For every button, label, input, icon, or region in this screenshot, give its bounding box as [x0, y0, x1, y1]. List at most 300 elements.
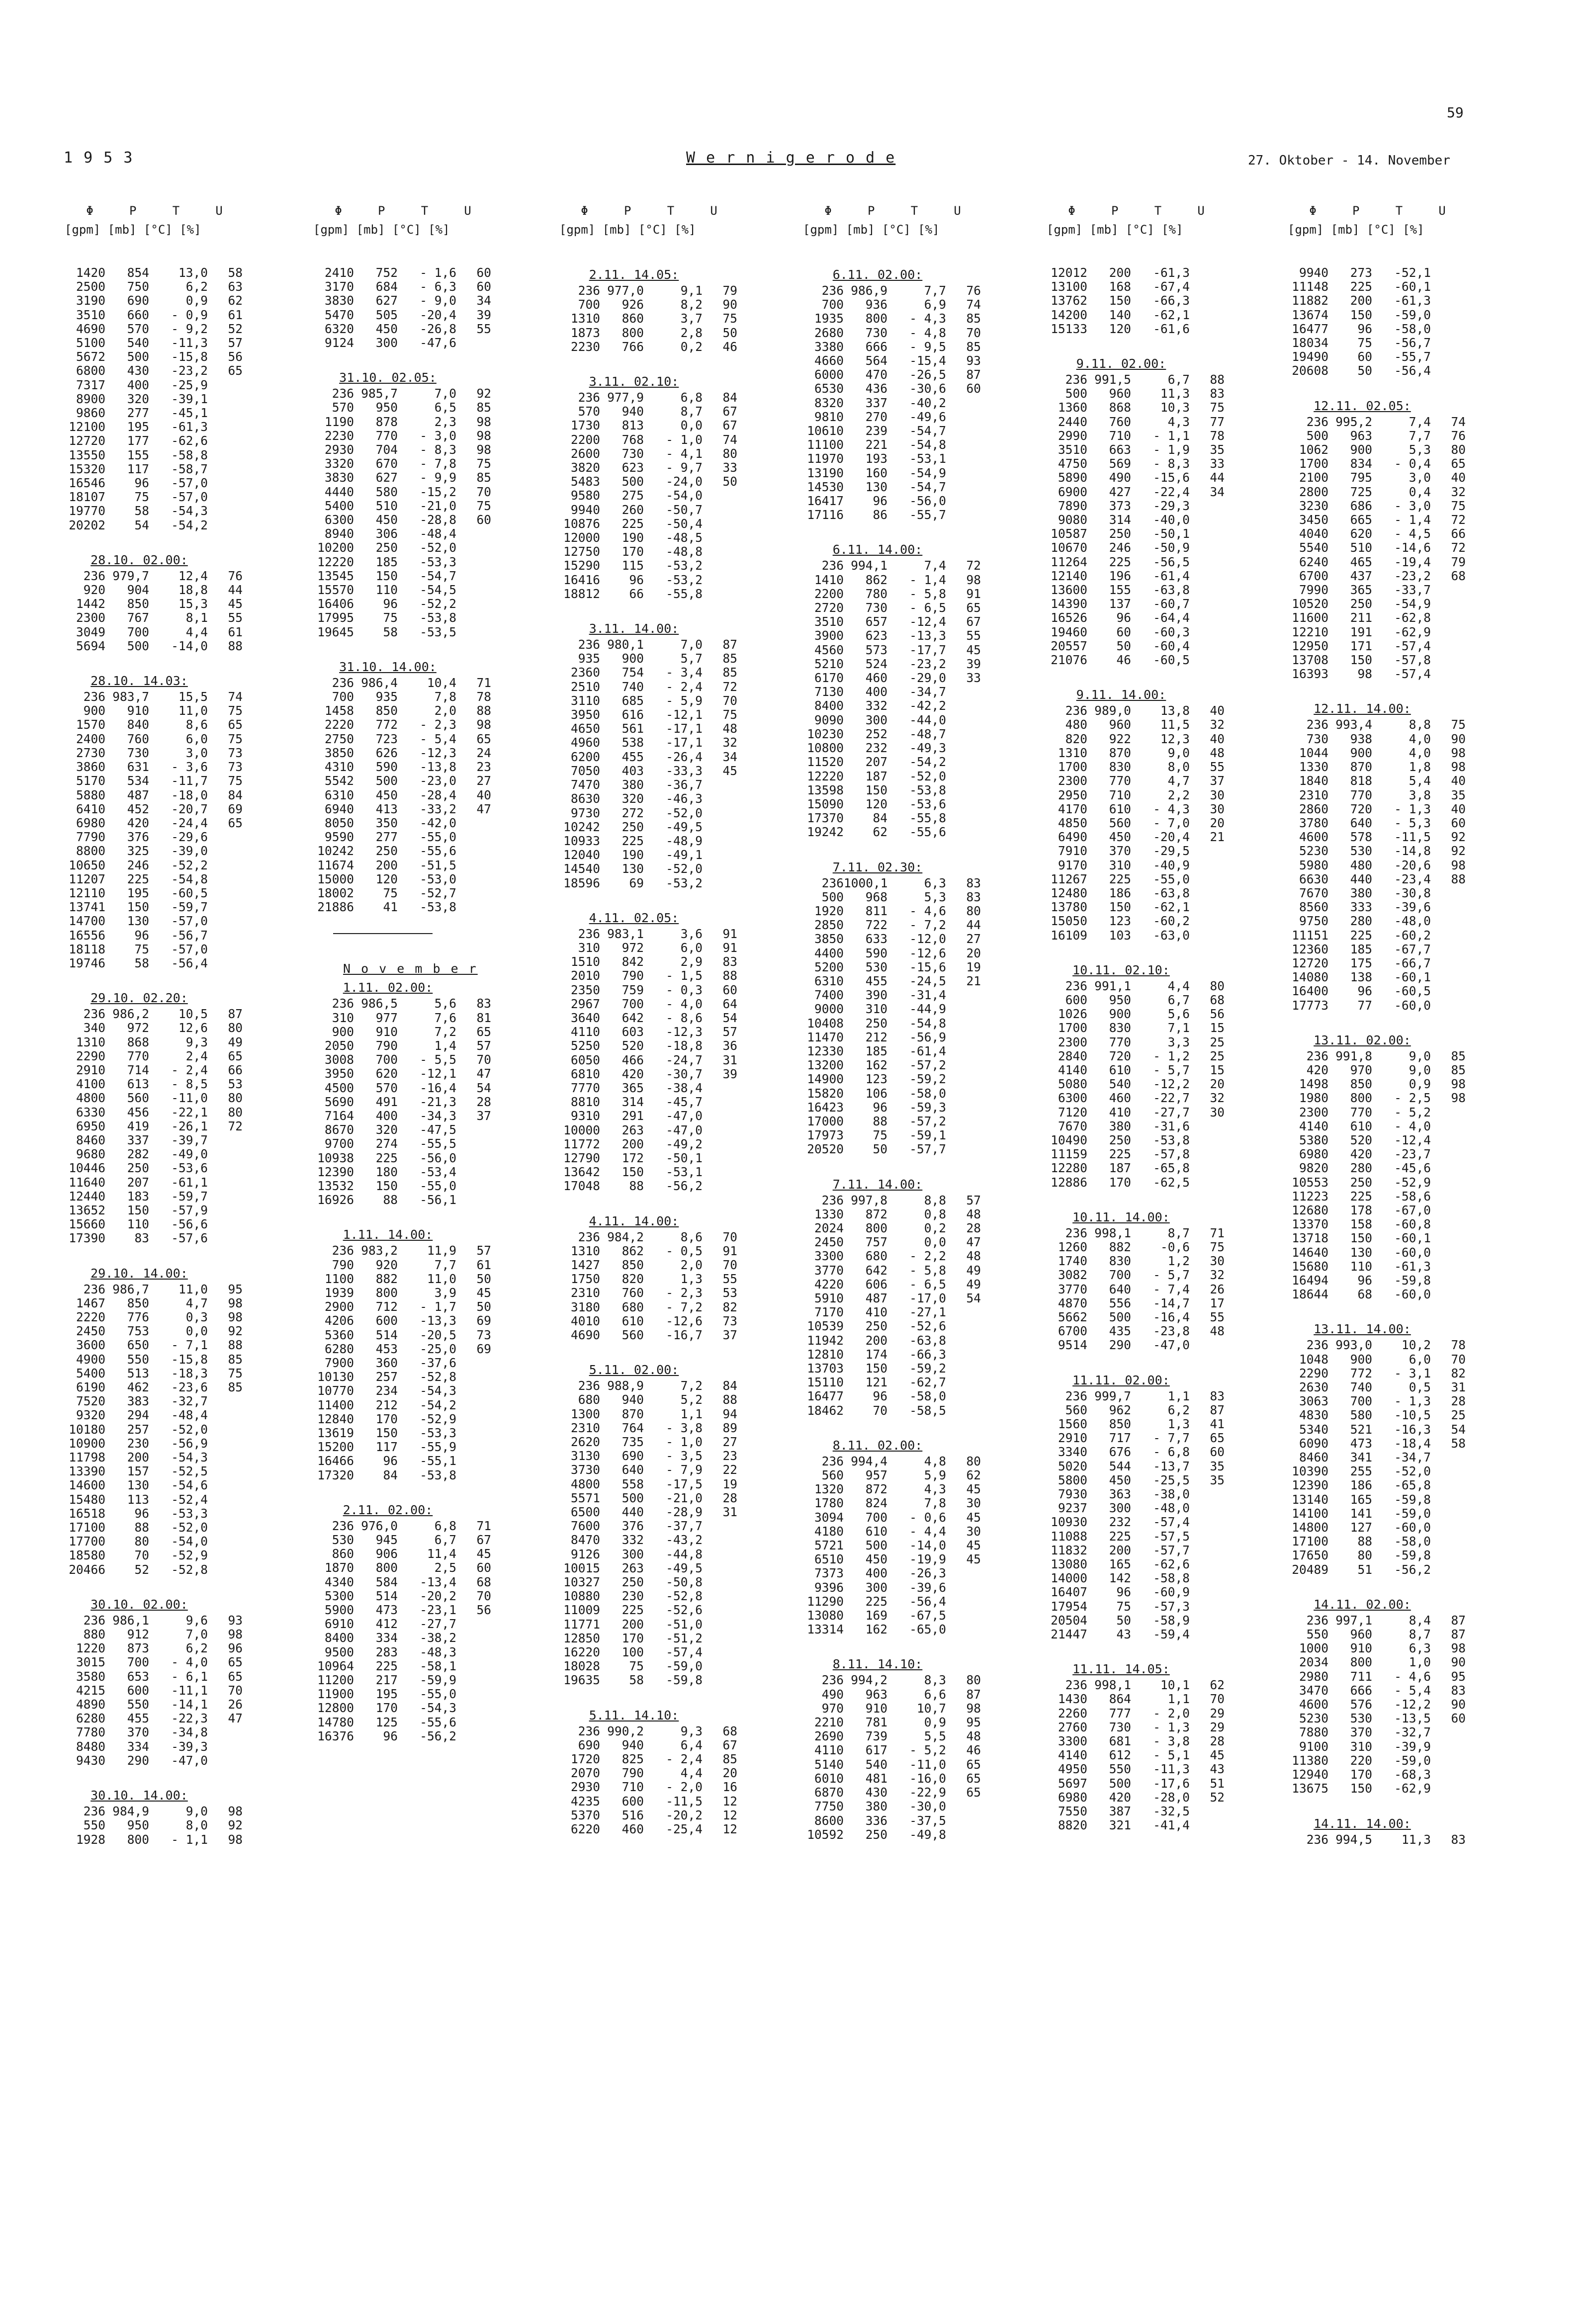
humidity-cell: 89	[722, 1420, 737, 1435]
table-row	[803, 1552, 1042, 1566]
humidity-cell: 72	[722, 679, 737, 694]
humidity-cell: 37	[722, 1328, 737, 1342]
pressure-cell: 130	[621, 861, 644, 876]
temperature-cell: -62,9	[1394, 624, 1431, 639]
table-row	[313, 997, 552, 1011]
temperature-cell: -58,7	[171, 461, 208, 476]
geopotential-cell: 1410	[814, 572, 844, 587]
temperature-cell: -56,2	[420, 1728, 456, 1743]
humidity-cell: 25	[1451, 1408, 1466, 1423]
pressure-cell: 977,0	[607, 283, 644, 298]
humidity-cell: 40	[1451, 774, 1466, 788]
pressure-cell: 830	[1109, 760, 1131, 775]
pressure-cell: 207	[127, 1175, 149, 1190]
table-row	[65, 625, 303, 639]
table-row	[1047, 308, 1285, 322]
temperature-cell: 7,8	[434, 689, 456, 704]
temperature-cell: 6,7	[434, 1533, 456, 1548]
table-row	[313, 1575, 552, 1589]
table-row	[1047, 1268, 1285, 1282]
temperature-cell: 12,3	[1160, 731, 1190, 746]
humidity-cell	[946, 1623, 981, 1636]
geopotential-cell: 10933	[563, 833, 600, 848]
pressure-cell: 989,0	[1094, 703, 1131, 718]
geopotential-cell: 2200	[570, 432, 600, 447]
humidity-cell	[208, 1725, 243, 1739]
humidity-cell	[946, 727, 981, 741]
geopotential-cell: 12000	[563, 530, 600, 545]
geopotential-cell: 6950	[76, 1119, 105, 1133]
pressure-cell: 60	[1357, 349, 1372, 364]
table-row	[559, 1286, 798, 1300]
temperature-cell: -18,8	[666, 1038, 703, 1053]
geopotential-cell: 236	[83, 1282, 105, 1296]
temperature-cell: -57,8	[1153, 1147, 1190, 1162]
table-row	[1047, 597, 1285, 611]
sounding-block	[65, 1787, 303, 1847]
pressure-cell: 300	[621, 1547, 644, 1561]
temperature-cell: -53,3	[420, 1426, 456, 1441]
temperature-cell: - 2,2	[909, 1249, 946, 1264]
pressure-cell: 250	[127, 1161, 149, 1176]
humidity-cell	[1431, 625, 1466, 639]
temperature-cell: - 4,3	[909, 311, 946, 326]
sounding-time-label: 1.11. 14.00:	[343, 1227, 433, 1242]
humidity-cell: 85	[228, 1352, 243, 1367]
table-row	[1047, 1077, 1285, 1091]
table-row	[803, 1101, 1042, 1115]
geopotential-cell: 2440	[1057, 414, 1087, 429]
pressure-cell: 420	[621, 1066, 644, 1081]
table-row	[1288, 1628, 1526, 1641]
geopotential-cell: 13080	[1051, 1557, 1087, 1572]
geopotential-cell: 6330	[76, 1105, 105, 1119]
temperature-cell: 12,6	[178, 1021, 208, 1035]
geopotential-cell: 8820	[1057, 1818, 1087, 1833]
humidity-cell	[208, 1231, 243, 1245]
geopotential-cell: 18462	[807, 1403, 844, 1418]
table-row	[65, 690, 303, 704]
humidity-cell: 19	[966, 959, 981, 974]
pressure-cell: 578	[1350, 830, 1372, 845]
pressure-cell: 383	[127, 1394, 149, 1409]
geopotential-cell: 2720	[814, 601, 844, 615]
sounding-block	[803, 1437, 1042, 1637]
pressure-cell: 968	[865, 889, 887, 904]
pressure-cell: 96	[873, 494, 887, 509]
table-row	[803, 1376, 1042, 1389]
humidity-cell: 75	[228, 703, 243, 718]
pressure-cell: 739	[865, 1729, 887, 1744]
geopotential-cell: 17995	[317, 610, 354, 625]
table-row	[1047, 1063, 1285, 1077]
humidity-cell	[946, 1058, 981, 1072]
temperature-cell: -12,2	[1153, 1077, 1190, 1092]
humidity-cell: 70	[476, 484, 491, 499]
pressure-cell: 274	[375, 1136, 398, 1151]
temperature-cell: -20,5	[420, 1327, 456, 1342]
table-row	[803, 382, 1042, 396]
pressure-cell: 711	[1350, 1669, 1372, 1684]
table-row	[1288, 1740, 1526, 1754]
table-row	[803, 918, 1042, 932]
table-row	[559, 391, 798, 405]
temperature-cell: -17,1	[666, 721, 703, 736]
temperature-cell: 3,9	[434, 1285, 456, 1300]
temperature-cell: -53,0	[420, 871, 456, 886]
pressure-cell: 800	[375, 1560, 398, 1575]
geopotential-cell: 19490	[1292, 349, 1328, 364]
geopotential-cell: 3180	[570, 1299, 600, 1314]
humidity-cell	[1431, 1451, 1466, 1464]
humidity-cell: 60	[476, 265, 491, 280]
table-row	[803, 988, 1042, 1002]
geopotential-cell: 13675	[1292, 1781, 1328, 1796]
temperature-cell: -66,3	[909, 1347, 946, 1362]
table-row	[313, 583, 552, 597]
humidity-cell	[1190, 1600, 1225, 1614]
geopotential-cell: 236	[1306, 1832, 1328, 1847]
sounding-time-label: 31.10. 02.05:	[339, 370, 437, 385]
pressure-cell: 150	[865, 782, 887, 797]
table-row	[1288, 555, 1526, 569]
sounding-time-label: 6.11. 02.00:	[832, 267, 923, 282]
humidity-cell	[703, 778, 737, 792]
humidity-cell	[946, 741, 981, 755]
pressure-cell: 520	[621, 1038, 644, 1053]
table-row	[65, 956, 303, 970]
humidity-cell	[1190, 1628, 1225, 1641]
humidity-cell: 30	[1210, 1105, 1225, 1119]
pressure-cell: 403	[621, 763, 644, 778]
table-row	[313, 1454, 552, 1468]
temperature-cell: - 7,0	[1153, 815, 1190, 830]
sounding-time-label: 30.10. 14.00:	[90, 1788, 188, 1803]
humidity-cell: 54	[722, 1010, 737, 1025]
geopotential-cell: 2410	[324, 265, 354, 280]
temperature-cell: -53,2	[666, 572, 703, 587]
pressure-cell: 994,2	[851, 1673, 887, 1688]
humidity-cell	[946, 1072, 981, 1086]
temperature-cell: -60,8	[1394, 1217, 1431, 1232]
geopotential-cell: 4340	[324, 1574, 354, 1589]
humidity-cell: 71	[1210, 1225, 1225, 1240]
pressure-cell: 450	[1109, 830, 1131, 845]
temperature-cell: -66,7	[1394, 955, 1431, 970]
temperature-cell: -62,7	[909, 1375, 946, 1390]
pressure-cell: 255	[1350, 1464, 1372, 1479]
table-row	[803, 1828, 1042, 1842]
temperature-cell: - 0,4	[1394, 456, 1431, 471]
pressure-cell: 790	[621, 968, 644, 983]
table-row	[1047, 816, 1285, 830]
pressure-cell: 842	[621, 954, 644, 969]
temperature-cell: -51,5	[420, 858, 456, 872]
temperature-cell: - 4,6	[909, 903, 946, 918]
geopotential-cell: 12110	[69, 885, 105, 900]
humidity-cell: 65	[228, 363, 243, 378]
table-row	[1288, 1260, 1526, 1274]
table-row	[313, 1617, 552, 1631]
humidity-cell	[703, 1081, 737, 1095]
pressure-cell: 972	[127, 1021, 149, 1035]
temperature-cell: -27,1	[909, 1305, 946, 1320]
table-row	[1288, 816, 1526, 830]
geopotential-cell: 1310	[570, 311, 600, 326]
humidity-cell: 95	[1451, 1669, 1466, 1684]
temperature-cell: -12,1	[420, 1066, 456, 1081]
sounding-block	[65, 989, 303, 1245]
humidity-cell: 48	[1210, 1324, 1225, 1339]
pressure-cell: 984,2	[607, 1229, 644, 1244]
humidity-cell: 37	[476, 1108, 491, 1123]
pressure-cell: 700	[375, 1052, 398, 1067]
pressure-cell: 882	[1109, 1239, 1131, 1254]
temperature-cell: 3,0	[1409, 470, 1431, 485]
temperature-cell: -57,2	[909, 1058, 946, 1073]
humidity-cell	[208, 1535, 243, 1549]
table-row	[1288, 308, 1526, 322]
temperature-cell: -21,0	[666, 1490, 703, 1505]
pressure-cell: 627	[375, 293, 398, 308]
temperature-cell: -17,7	[909, 642, 946, 657]
pressure-cell: 864	[1109, 1692, 1131, 1707]
geopotential-cell: 12940	[1292, 1767, 1328, 1782]
table-row	[65, 1394, 303, 1408]
pressure-cell: 938	[1350, 731, 1372, 746]
humidity-cell: 85	[476, 400, 491, 415]
pressure-cell: 140	[1109, 307, 1131, 322]
humidity-cell	[946, 438, 981, 452]
humidity-cell	[946, 1800, 981, 1813]
pressure-cell: 43	[1116, 1627, 1131, 1642]
sounding-block	[1288, 1320, 1526, 1576]
table-row	[803, 727, 1042, 741]
geopotential-cell: 11900	[317, 1687, 354, 1702]
humidity-cell: 33	[722, 460, 737, 475]
sounding-block	[1288, 1815, 1526, 1847]
humidity-cell: 44	[966, 918, 981, 933]
table-row	[803, 1334, 1042, 1348]
temperature-cell: -26,3	[909, 1566, 946, 1581]
pressure-cell: 770	[375, 428, 398, 443]
table-row	[1288, 625, 1526, 639]
humidity-cell: 54	[476, 1080, 491, 1095]
table-row	[559, 517, 798, 531]
temperature-cell: 6,2	[185, 279, 208, 294]
table-row	[803, 1758, 1042, 1772]
pressure-cell: 824	[865, 1496, 887, 1511]
pressure-cell: 825	[621, 1752, 644, 1767]
temperature-cell: -52,0	[666, 861, 703, 876]
temperature-cell: - 3,1	[1394, 1366, 1431, 1380]
humidity-cell	[456, 1454, 491, 1468]
geopotential-cell: 2230	[324, 428, 354, 443]
table-row	[1047, 1501, 1285, 1515]
geopotential-cell: 13619	[317, 1426, 354, 1441]
geopotential-cell: 2290	[76, 1048, 105, 1063]
temperature-cell: 0,8	[924, 1206, 946, 1221]
humidity-cell: 19	[722, 1476, 737, 1491]
geopotential-cell: 236	[83, 689, 105, 704]
table-row	[1047, 1133, 1285, 1147]
humidity-cell	[456, 527, 491, 541]
humidity-cell: 28	[966, 1220, 981, 1235]
table-row	[1288, 1338, 1526, 1352]
geopotential-cell: 16376	[317, 1728, 354, 1743]
table-row	[803, 932, 1042, 946]
humidity-cell: 20	[966, 946, 981, 960]
pressure-cell: 70	[134, 1548, 149, 1563]
geopotential-cell: 5170	[76, 774, 105, 788]
temperature-cell: -18,3	[171, 1366, 208, 1380]
pressure-cell: 150	[621, 1165, 644, 1180]
table-row	[1047, 1147, 1285, 1161]
humidity-cell	[946, 1305, 981, 1319]
temperature-cell: -56,4	[1394, 363, 1431, 378]
humidity-cell	[703, 806, 737, 820]
pressure-cell: 780	[865, 586, 887, 601]
temperature-cell: -56,7	[171, 928, 208, 943]
temperature-cell: -58,1	[420, 1658, 456, 1673]
temperature-cell: - 6,3	[420, 279, 456, 294]
temperature-cell: -55,8	[666, 586, 703, 601]
pressure-cell: 225	[375, 1658, 398, 1673]
humidity-cell: 20	[1210, 1077, 1225, 1092]
geopotential-cell: 4600	[1299, 830, 1328, 845]
geopotential-cell: 5300	[324, 1588, 354, 1603]
table-row	[1288, 485, 1526, 499]
humidity-cell: 85	[1451, 1048, 1466, 1063]
table-row	[803, 974, 1042, 988]
humidity-cell: 77	[1210, 414, 1225, 429]
table-row	[1047, 872, 1285, 886]
humidity-cell	[946, 713, 981, 727]
pressure-cell: 466	[621, 1052, 644, 1067]
pressure-cell: 250	[1350, 597, 1372, 611]
station-title: W e r n i g e r o d e	[686, 149, 896, 167]
temperature-cell: -22,4	[1153, 484, 1190, 499]
humidity-cell	[208, 1437, 243, 1451]
table-row	[65, 1535, 303, 1549]
pressure-cell: 75	[1357, 336, 1372, 350]
temperature-cell: -52,4	[171, 1492, 208, 1507]
sounding-time-label: 7.11. 02.30:	[832, 860, 923, 874]
geopotential-cell: 6490	[1057, 830, 1087, 845]
humidity-cell	[208, 830, 243, 844]
table-row	[1047, 1445, 1285, 1459]
pressure-cell: 150	[375, 1178, 398, 1193]
humidity-cell: 90	[722, 297, 737, 312]
humidity-cell: 17	[1210, 1295, 1225, 1310]
geopotential-cell: 4440	[324, 484, 354, 499]
table-row	[559, 1109, 798, 1123]
pressure-cell: 168	[1109, 279, 1131, 294]
temperature-cell: - 8,5	[171, 1077, 208, 1092]
pressure-cell: 300	[865, 712, 887, 727]
table-row	[1047, 1530, 1285, 1544]
humidity-cell	[456, 900, 491, 914]
geopotential-cell: 1510	[570, 954, 600, 969]
pressure-cell: 617	[865, 1743, 887, 1758]
temperature-cell: -20,2	[420, 1588, 456, 1603]
geopotential-cell: 236	[821, 558, 844, 573]
geopotential-cell: 13762	[1051, 293, 1087, 308]
pressure-cell: 460	[865, 671, 887, 686]
humidity-cell	[208, 1507, 243, 1521]
humidity-cell	[456, 541, 491, 555]
pressure-cell: 963	[1350, 428, 1372, 443]
table-row	[559, 1379, 798, 1393]
table-row	[313, 1468, 552, 1482]
table-row	[313, 859, 552, 872]
geopotential-cell: 10408	[807, 1016, 844, 1031]
sounding-block	[1288, 1596, 1526, 1796]
table-row	[559, 489, 798, 503]
pressure-cell: 195	[127, 420, 149, 434]
pressure-cell: 500	[127, 638, 149, 653]
table-row	[559, 1752, 798, 1766]
geopotential-cell: 10327	[563, 1575, 600, 1590]
geopotential-cell: 7550	[1057, 1804, 1087, 1819]
temperature-cell: -31,6	[1153, 1119, 1190, 1133]
humidity-cell	[1431, 1190, 1466, 1204]
temperature-cell: -52,1	[1394, 265, 1431, 280]
table-row	[1288, 667, 1526, 681]
geopotential-cell: 860	[332, 1547, 354, 1561]
geopotential-cell: 4206	[324, 1313, 354, 1328]
pressure-cell: 962	[1109, 1402, 1131, 1417]
temperature-cell: 4,7	[185, 1295, 208, 1310]
geopotential-cell: 7520	[76, 1394, 105, 1409]
humidity-cell: 92	[476, 386, 491, 401]
table-row	[313, 732, 552, 746]
geopotential-cell: 13703	[807, 1361, 844, 1376]
geopotential-cell: 15290	[563, 558, 600, 573]
pressure-cell: 980,1	[607, 637, 644, 652]
geopotential-cell: 2600	[570, 446, 600, 461]
geopotential-cell: 2200	[814, 586, 844, 601]
pressure-cell: 420	[1109, 1790, 1131, 1805]
temperature-cell: 3,7	[680, 311, 703, 326]
temperature-cell: -67,0	[1394, 1203, 1431, 1217]
table-row	[313, 1603, 552, 1617]
table-row	[559, 1632, 798, 1645]
temperature-cell: -23,2	[171, 363, 208, 378]
pressure-cell: 600	[621, 1794, 644, 1808]
temperature-cell: 5,6	[434, 996, 456, 1011]
pressure-cell: 986,4	[361, 675, 398, 690]
temperature-cell: -47,0	[1153, 1338, 1190, 1353]
table-row	[1288, 859, 1526, 872]
pressure-cell: 88	[873, 1114, 887, 1128]
humidity-cell: 65	[966, 1757, 981, 1772]
table-row	[1047, 266, 1285, 280]
temperature-cell: -13,4	[420, 1574, 456, 1589]
temperature-cell: 5,3	[1409, 442, 1431, 457]
humidity-cell	[946, 1609, 981, 1623]
pressure-cell: 520	[1350, 1132, 1372, 1147]
pressure-cell: 246	[1109, 540, 1131, 555]
geopotential-cell: 5230	[1299, 844, 1328, 859]
temperature-cell: 8,8	[924, 1193, 946, 1207]
temperature-cell: -39,6	[1394, 900, 1431, 915]
pressure-cell: 70	[873, 1403, 887, 1418]
temperature-cell: -25,5	[1153, 1472, 1190, 1487]
temperature-cell: -63,8	[909, 1333, 946, 1348]
humidity-cell	[1431, 970, 1466, 984]
humidity-cell: 26	[1210, 1282, 1225, 1296]
